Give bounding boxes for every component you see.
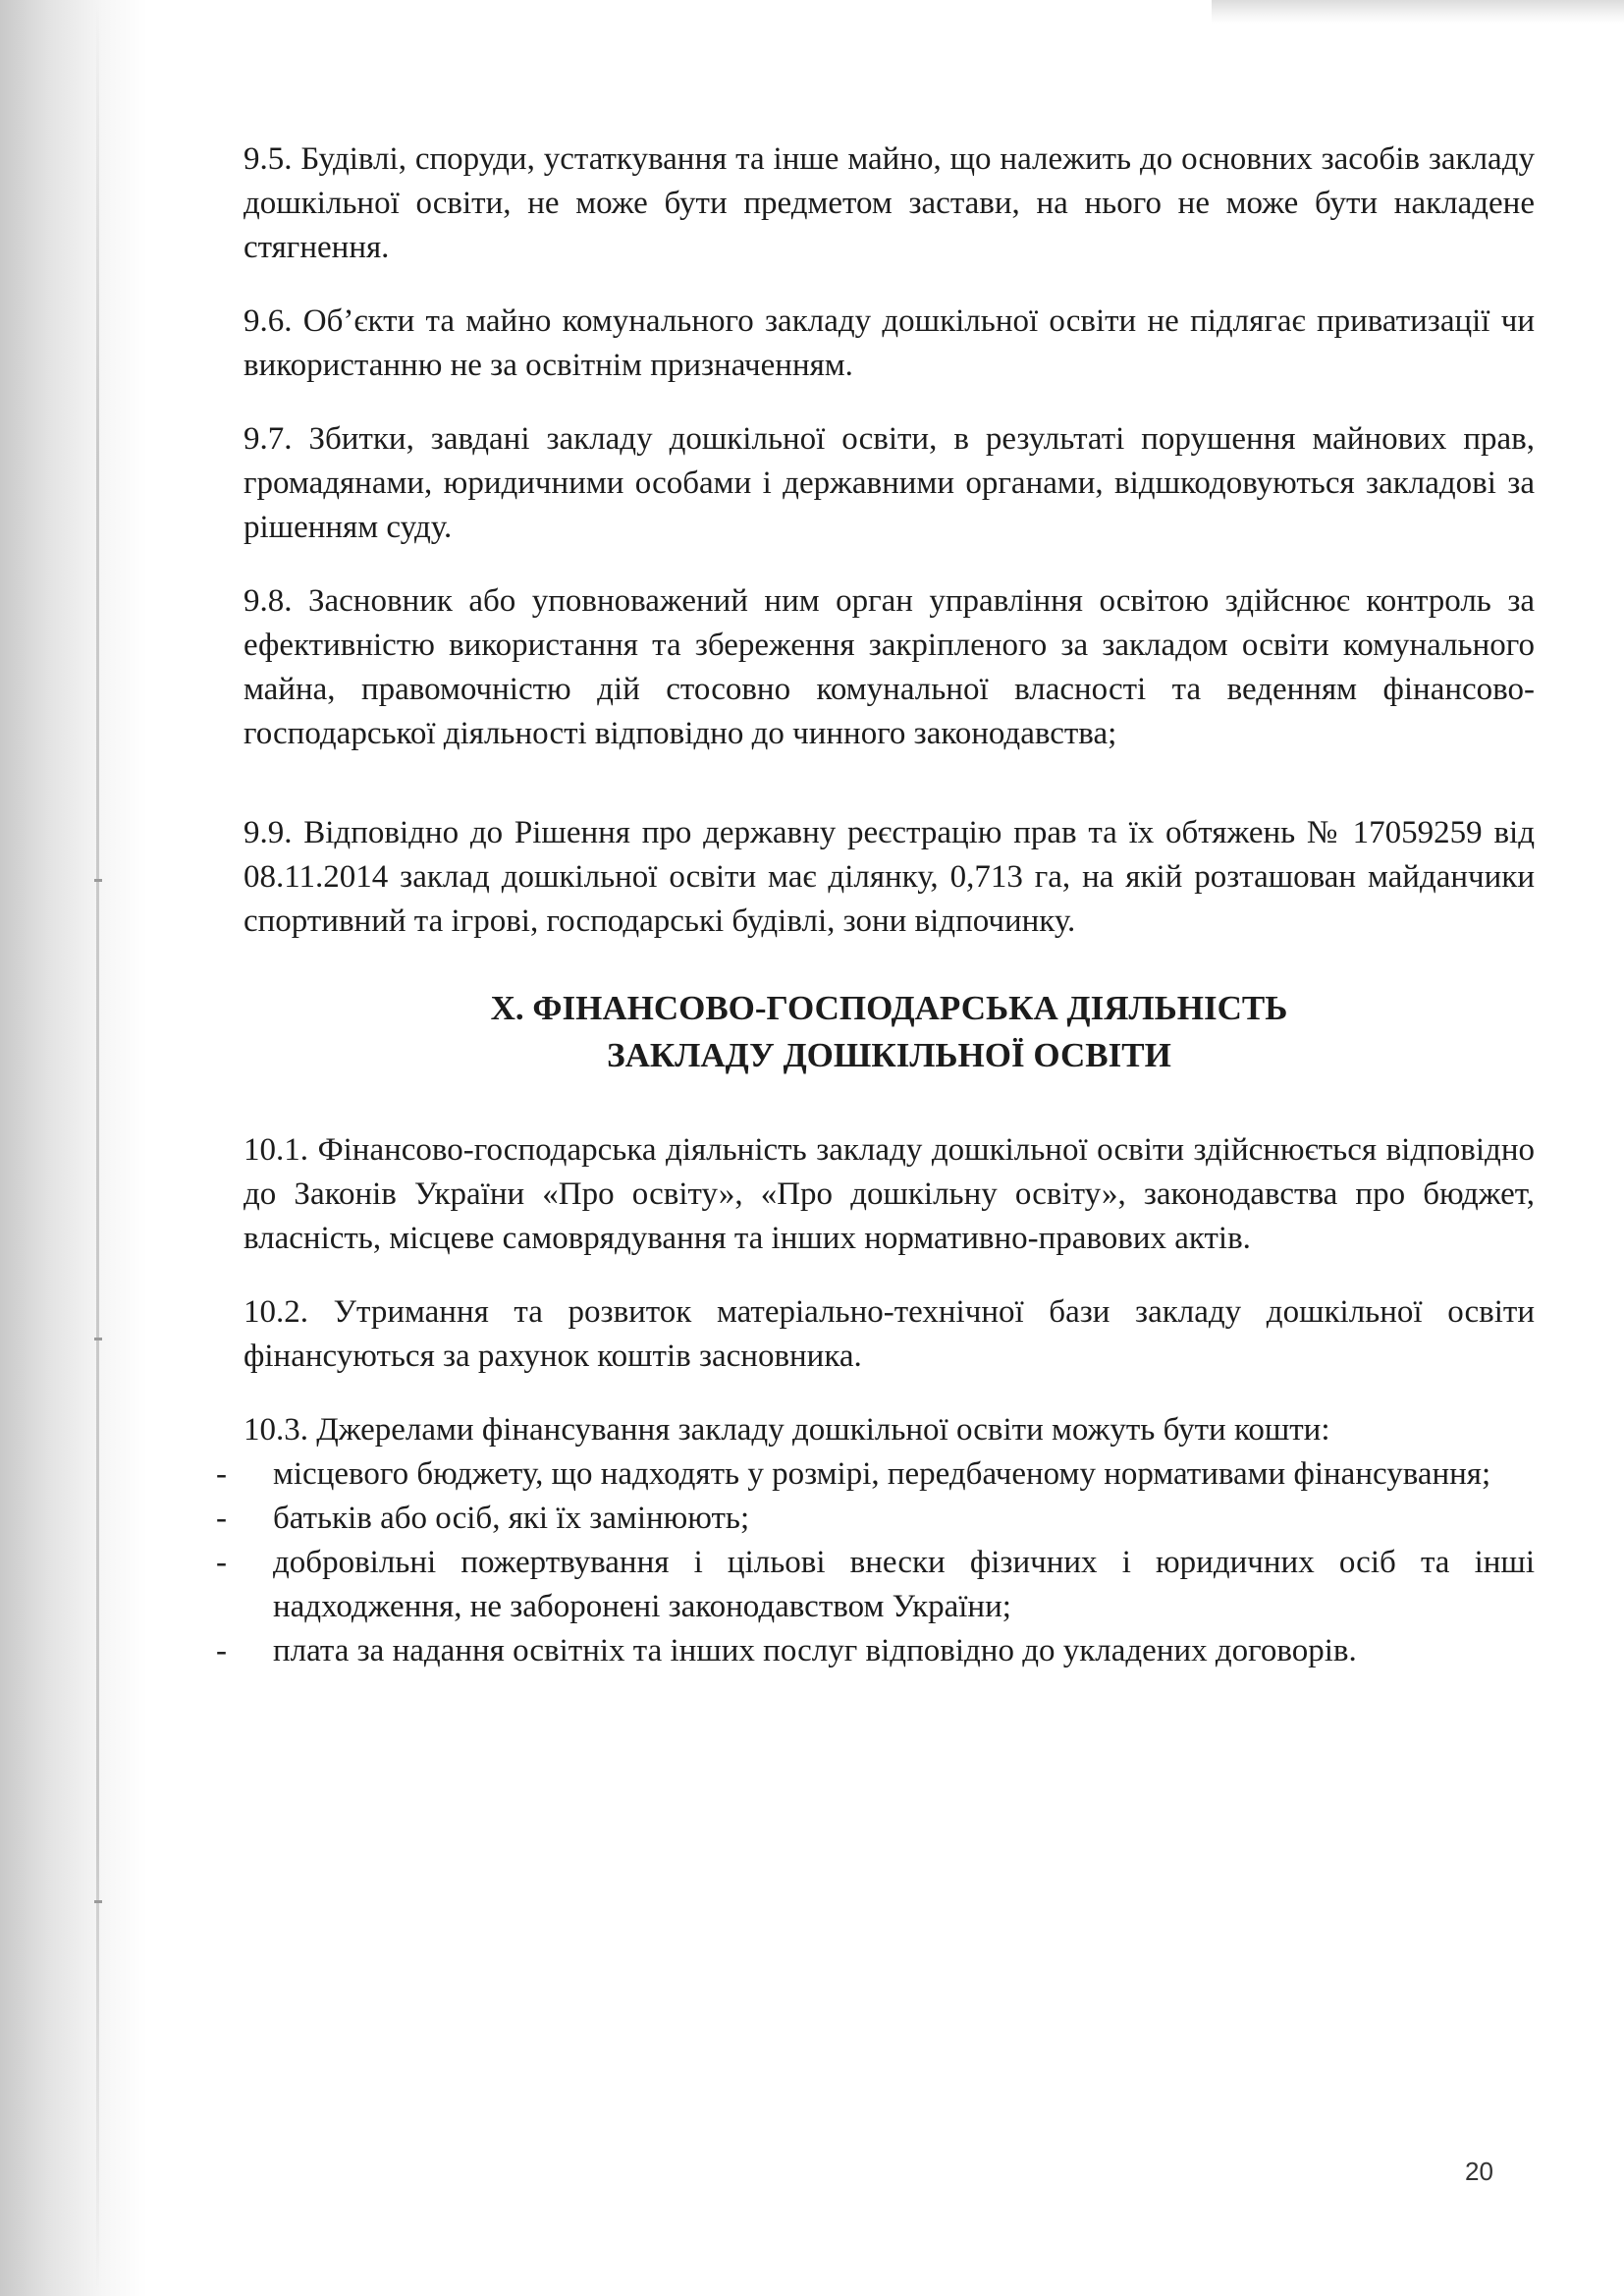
section-x-heading-line-2: ЗАКЛАДУ ДОШКІЛЬНОЇ ОСВІТИ — [607, 1036, 1171, 1074]
scan-fold-line — [96, 0, 99, 2296]
bullet-dash: - — [216, 1545, 227, 1580]
list-item — [216, 1452, 1535, 1497]
scan-binding-shadow — [0, 0, 147, 2296]
bullet-dash: - — [216, 1633, 227, 1668]
paragraph-9-6: 9.6. Об’єкти та майно комунального закладу дошкільної освіти не підлягає приватизації чи використанню не за освітнім призначенням. — [244, 303, 1535, 383]
bullet-dash: - — [216, 1501, 227, 1536]
list-item-text: плата за надання освітніх та інших послуг відповідно до укладених договорів. — [273, 1633, 1357, 1668]
document-page — [216, 137, 1535, 1673]
page-number: 20 — [1465, 2157, 1493, 2186]
list-item — [216, 1497, 1535, 1541]
scan-top-edge — [1212, 0, 1624, 24]
bullet-dash: - — [216, 1456, 227, 1492]
binding-mark — [94, 879, 102, 882]
list-item — [216, 1541, 1535, 1629]
paragraph-9-9: 9.9. Відповідно до Рішення про державну реєстрацію прав та їх обтяжень № 17059259 від 08.11.2014 заклад дошкільної освіти має ділянку, 0,713 га, на якій розташован майданчики спортивний та ігрові, господарські будівлі, зони відпочинку. — [244, 815, 1535, 939]
funding-sources-list — [216, 1452, 1535, 1673]
paragraph-9-8: 9.8. Засновник або уповноважений ним орган управління освітою здійснює контроль за ефективністю використання та збереження закріпленого за закладом освіти комунального майна, правомочністю дій стосовно комунальної власності та веденням фінансово-господарської діяльності відповідно до чинного законодавства; — [244, 583, 1535, 751]
paragraph-10-1: 10.1. Фінансово-господарська діяльність закладу дошкільної освіти здійснюється відповідно до Законів України «Про освіту», «Про дошкільну освіту», законодавства про бюджет, власність, місцеве самоврядування та інших нормативно-правових актів. — [244, 1132, 1535, 1256]
list-item-text: батьків або осіб, які їх замінюють; — [273, 1501, 750, 1536]
paragraph-9-5: 9.5. Будівлі, споруди, устаткування та інше майно, що належить до основних засобів закладу дошкільної освіти, не може бути предметом застави, на нього не може бути накладене стягнення. — [244, 141, 1535, 265]
section-x-heading — [244, 985, 1535, 1079]
binding-mark — [94, 1338, 102, 1340]
paragraph-9-7: 9.7. Збитки, завдані закладу дошкільної освіти, в результаті порушення майнових прав, громадянами, юридичними особами і державними органами, відшкодовуються закладові за рішенням суду. — [244, 421, 1535, 545]
section-x-heading-line-1: X. ФІНАНСОВО-ГОСПОДАРСЬКА ДІЯЛЬНІСТЬ — [490, 989, 1288, 1027]
binding-mark — [94, 1900, 102, 1903]
list-item-text: місцевого бюджету, що надходять у розмірі, передбаченому нормативами фінансування; — [273, 1456, 1491, 1492]
list-item-text: добровільні пожертвування і цільові внески фізичних і юридичних осіб та інші надходження, не заборонені законодавством України; — [273, 1545, 1535, 1624]
paragraph-10-2: 10.2. Утримання та розвиток матеріально-технічної бази закладу дошкільної освіти фінансуються за рахунок коштів засновника. — [244, 1294, 1535, 1374]
list-item — [216, 1629, 1535, 1673]
paragraph-10-3-lead: 10.3. Джерелами фінансування закладу дошкільної освіти можуть бути кошти: — [244, 1412, 1330, 1448]
